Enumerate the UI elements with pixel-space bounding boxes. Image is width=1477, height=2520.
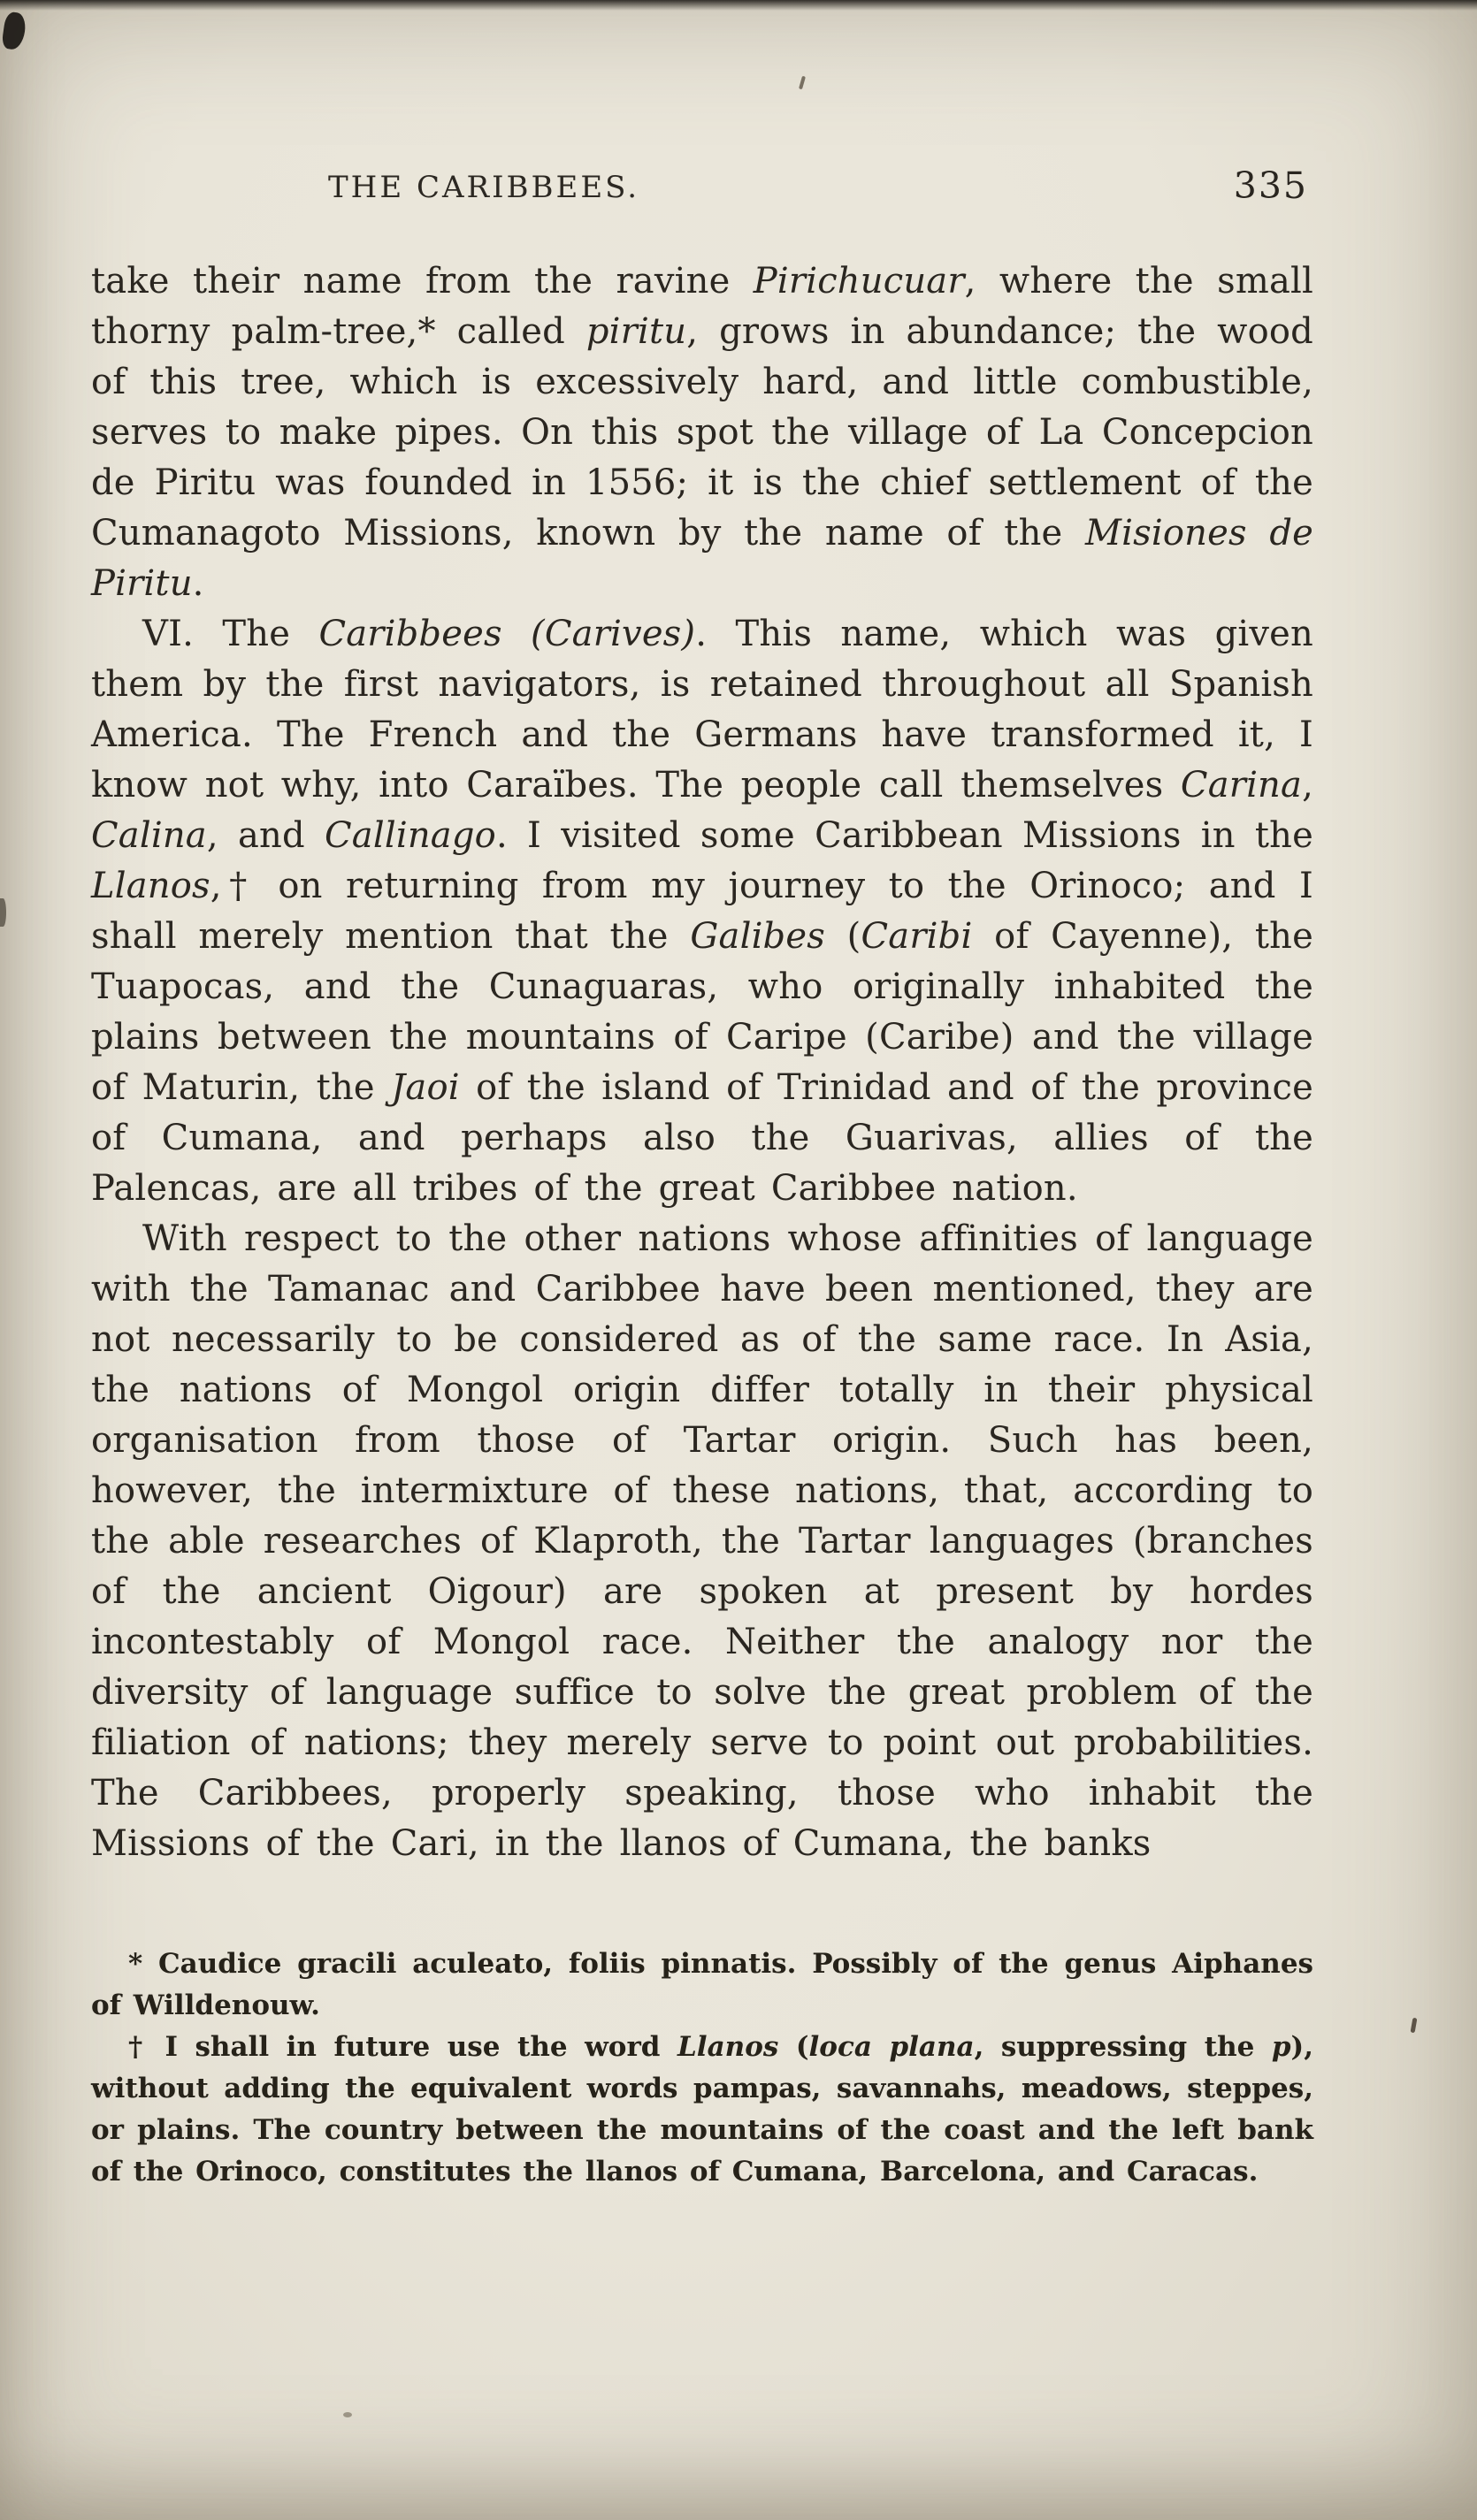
footnote-dagger: † I shall in future use the word Llanos (loca plana, suppressing the p), without adding the equivalent words pampas, savannahs, meadows, steppes, or plains. The country between the mountains of the coast and the left bank of the Orinoco, constitutes the llanos of Cumana, Barcelona, and Caracas. — [91, 2031, 1314, 2188]
scan-speck — [1411, 2018, 1418, 2034]
footnote-asterisk: * Caudice gracili aculeato, foliis pinnatis. Possibly of the genus Aiphanes of Willdenouw. — [91, 1948, 1313, 2021]
scan-speck — [799, 76, 806, 90]
paragraph-nations: With respect to the other nations whose affinities of language with the Tamanac and Caribbee have been mentioned, they are not necessarily to be considered as of the same race. In Asia, the nations of Mongol origin differ totally in their physical organisation from those of Tartar origin. Such has been, however, the intermixture of these nations, that, according to the able researches of Klaproth, the Tartar languages (branches of the ancient Oigour) are spoken at present by hordes incontestably of Mongol race. Neither the analogy nor the diversity of language suffice to solve the great problem of the filiation of nations; they merely serve to point out probabilities. The Caribbees, properly speaking, those who inhabit the Missions of the Cari, in the llanos of Cumana, the banks — [91, 1218, 1313, 1864]
scan-speck — [343, 2412, 352, 2417]
scan-corner-mark — [1, 11, 27, 51]
scan-edge-top — [0, 0, 1477, 11]
running-header — [91, 164, 1313, 210]
page-number: 335 — [1233, 164, 1308, 207]
running-title: THE CARIBBEES. — [328, 170, 640, 205]
page-body — [91, 256, 1313, 1869]
paragraph-caribbees: VI. The Caribbees (Carives). This name, which was given them by the first navigators, is retained throughout all Spanish America. The French and the Germans have transformed it, I know not why, into Caraïbes. The people call themselves Carina, Calina, and Callinago. I visited some Caribbean Missions in the Llanos,† on returning from my journey to the Orinoco; and I shall merely mention that the Galibes (Caribi of Cayenne), the Tuapocas, and the Cunaguaras, who originally inhabited the plains between the mountains of Caripe (Caribe) and the village of Maturin, the Jaoi of the island of Trinidad and of the province of Cumana, and perhaps also the Guarivas, allies of the Palencas, are all tribes of the great Caribbee nation. — [91, 614, 1314, 1209]
footnotes — [91, 1943, 1313, 2193]
scan-speck — [0, 898, 6, 927]
paragraph-continuation: take their name from the ravine Pirichucuar, where the small thorny palm-tree,* called piritu, grows in abundance; the wood of this tree, which is excessively hard, and little combustible, serves to make pipes. On this spot the village of La Concepcion de Piritu was founded in 1556; it is the chief settlement of the Cumanagoto Missions, known by the name of the Misiones de Piritu. — [91, 261, 1313, 604]
